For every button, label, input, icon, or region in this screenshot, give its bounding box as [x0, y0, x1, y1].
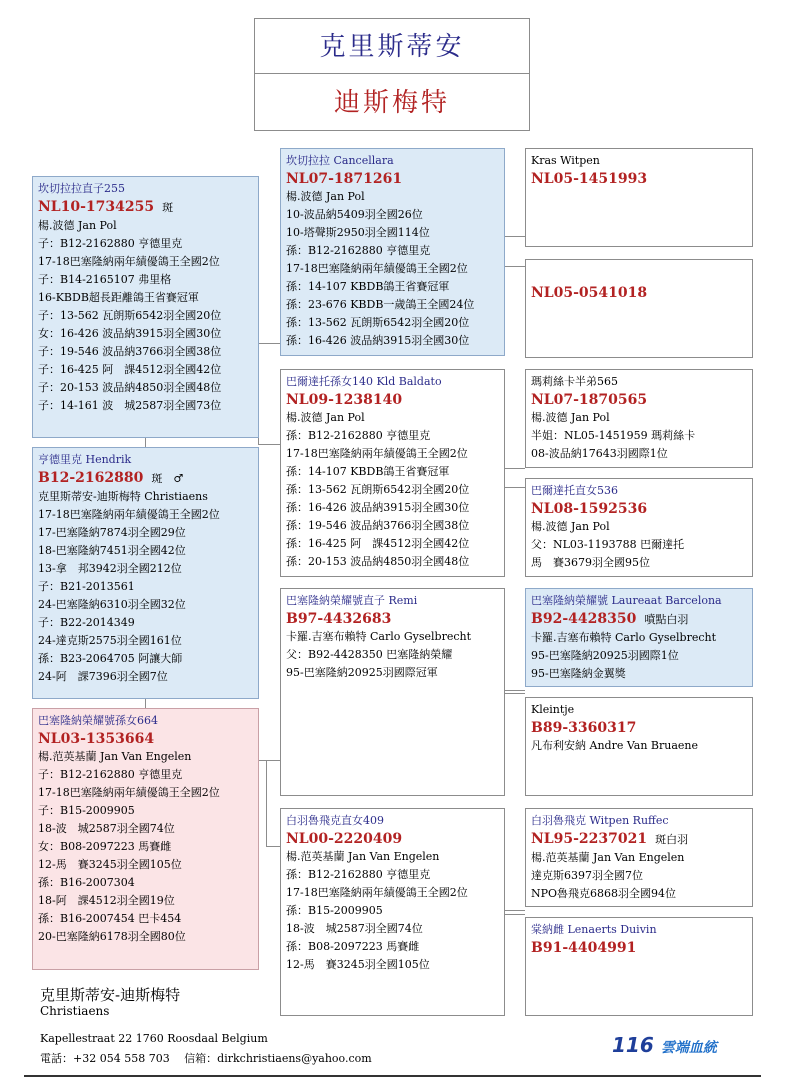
sdd-line: 楊.波德 Jan Pol [531, 520, 610, 533]
dam-ring: NL03-1353664 [38, 731, 155, 747]
sire-dam-ring: NL09-1238140 [286, 392, 403, 408]
dam-title: 巴塞隆納榮耀號孫女664 [38, 714, 158, 727]
sds-line: 半姐：NL05-1451959 瑪莉絲卡 [531, 429, 696, 442]
logo-number: 116 [612, 1033, 654, 1057]
logo-text: 雲端血統 [660, 1040, 717, 1056]
subject-line: 24-阿 課7396羽全國7位 [38, 670, 168, 683]
sire-dam-line: 孫：16-425 阿 課4512羽全國42位 [286, 537, 470, 550]
connector-ds-dsd [504, 693, 525, 694]
sire-sire-line: 17-18巴塞隆納兩年績優鴿王全國2位 [286, 262, 468, 275]
sdd-card[interactable] [525, 478, 753, 577]
dss-card[interactable] [525, 588, 753, 687]
dam-line: 18-阿 課4512羽全國19位 [38, 894, 175, 907]
footer-rule [24, 1075, 761, 1077]
sire-dam-line: 17-18巴塞隆納兩年績優鴿王全國2位 [286, 447, 468, 460]
sss-title: Kras Witpen [531, 154, 600, 167]
dam-line: 女：B08-2097223 馬賽雌 [38, 840, 172, 853]
sire-line: 子：13-562 瓦朗斯6542羽全國20位 [38, 309, 222, 322]
dds-line: NPO魯飛克6868羽全國94位 [531, 887, 677, 900]
sire-card[interactable] [32, 176, 259, 438]
dss-line: 卡羅.吉塞布賴特 Carlo Gyselbrecht [531, 631, 717, 644]
owner-name-bottom: 迪斯梅特 [254, 73, 530, 131]
connector-dam-dd [266, 760, 267, 846]
sire-line: 子：20-153 波品納4850羽全國48位 [38, 381, 222, 394]
sire-dam-line: 孫：13-562 瓦朗斯6542羽全國20位 [286, 483, 470, 496]
sire-sire-line: 孫：13-562 瓦朗斯6542羽全國20位 [286, 316, 470, 329]
sire-dam-line: 孫：20-153 波品納4850羽全國48位 [286, 555, 470, 568]
dam-line: 20-巴塞隆納6178羽全國80位 [38, 930, 186, 943]
sire-sire-line: 10-塔聲斯2950羽全國114位 [286, 226, 430, 239]
sdd-title: 巴爾達托直女536 [531, 484, 618, 497]
connector-ss-sss [504, 236, 525, 237]
dam-line: 孫：B16-2007454 巴卡454 [38, 912, 182, 925]
sire-ring: NL10-1734255 斑 [38, 199, 174, 215]
subject-line: 17-18巴塞隆納兩年績優鴿王全國2位 [38, 508, 220, 521]
sire-sire-line: 孫：16-426 波品納3915羽全國30位 [286, 334, 470, 347]
subject-line: 18-巴塞隆納7451羽全國42位 [38, 544, 186, 557]
sds-card[interactable] [525, 369, 753, 468]
sds-line: 楊.波德 Jan Pol [531, 411, 610, 424]
sire-dam-line: 孫：14-107 KBDB鴿王省賽冠軍 [286, 465, 450, 478]
sire-line: 17-18巴塞隆納兩年績優鴿王全國2位 [38, 255, 220, 268]
dam-dam-line: 楊.范英基蘭 Jan Van Engelen [286, 850, 440, 863]
subject-line: 17-巴塞隆納7874羽全國29位 [38, 526, 186, 539]
sss-card[interactable] [525, 148, 753, 247]
dds-ring: NL95-2237021 斑白羽 [531, 831, 689, 847]
dam-dam-card[interactable] [280, 808, 505, 1016]
sdd-ring: NL08-1592536 [531, 501, 648, 517]
dam-dam-line: 17-18巴塞隆納兩年績優鴿王全國2位 [286, 886, 468, 899]
subject-line: 克里斯蒂安-迪斯梅特 Christiaens [38, 490, 208, 503]
sire-sire-line: 孫：23-676 KBDB一歲鴿王全國24位 [286, 298, 475, 311]
dsd-line: 凡布利安納 Andre Van Bruaene [531, 739, 698, 752]
dam-dam-ring: NL00-2220409 [286, 831, 403, 847]
subject-card[interactable] [32, 447, 259, 699]
dam-sire-line: 95-巴塞隆納20925羽國際冠軍 [286, 666, 438, 679]
sire-sire-line: 10-波品納5409羽全國26位 [286, 208, 423, 221]
dds-line: 楊.范英基蘭 Jan Van Engelen [531, 851, 685, 864]
dam-sire-line: 父：B92-4428350 巴塞隆納榮耀 [286, 648, 453, 661]
site-logo[interactable] [612, 1033, 717, 1057]
dam-dam-line: 孫：B15-2009905 [286, 904, 383, 917]
sire-sire-line: 楊.波德 Jan Pol [286, 190, 365, 203]
dss-title: 巴塞隆納榮耀號 Laureaat Barcelona [531, 594, 722, 607]
dam-dam-line: 18-波 城2587羽全國74位 [286, 922, 423, 935]
dam-dam-title: 白羽魯飛克直女409 [286, 814, 384, 827]
sire-line: 16-KBDB超長距離鴿王省賽冠軍 [38, 291, 199, 304]
dds-title: 白羽魯飛克 Witpen Ruffec [531, 814, 669, 827]
ddd-title: 棠納雌 Lenaerts Duivin [531, 923, 657, 936]
dam-line: 子：B12-2162880 亨德里克 [38, 768, 183, 781]
sire-dam-title: 巴爾達托孫女140 Kld Baldato [286, 375, 442, 388]
dam-sire-card[interactable] [280, 588, 505, 796]
connector-ss-ssd [504, 266, 525, 267]
dss-line: 95-巴塞隆納金翼獎 [531, 667, 626, 680]
sire-dam-line: 楊.波德 Jan Pol [286, 411, 365, 424]
sire-sire-title: 坎切拉拉 Cancellara [286, 154, 394, 167]
dam-line: 子：B15-2009905 [38, 804, 135, 817]
dam-card[interactable] [32, 708, 259, 970]
connector-sire-ss [258, 343, 280, 344]
sire-dam-line: 孫：19-546 波品納3766羽全國38位 [286, 519, 470, 532]
owner-name-top: 克里斯蒂安 [254, 18, 530, 74]
dam-dam-line: 孫：B08-2097223 馬賽雌 [286, 940, 420, 953]
connector-hendrik-dam [145, 698, 146, 708]
connector-sd-sdd [504, 487, 525, 488]
dam-line: 18-波 城2587羽全國74位 [38, 822, 175, 835]
sire-dam-card[interactable] [280, 369, 505, 577]
connector-sd-sds [504, 468, 525, 469]
sire-line: 子：16-425 阿 課4512羽全國42位 [38, 363, 222, 376]
dam-sire-ring: B97-4432683 [286, 611, 392, 627]
sire-dam-line: 孫：16-426 波品納3915羽全國30位 [286, 501, 470, 514]
sire-line: 子：14-161 波 城2587羽全國73位 [38, 399, 222, 412]
dss-line: 95-巴塞隆納20925羽國際1位 [531, 649, 679, 662]
sire-line: 女：16-426 波品納3915羽全國30位 [38, 327, 222, 340]
ssd-ring: NL05-0541018 [531, 285, 648, 301]
dam-sire-title: 巴塞隆納榮耀號直子 Remi [286, 594, 418, 607]
dss-ring: B92-4428350 噴點白羽 [531, 611, 689, 627]
ddd-card[interactable] [525, 917, 753, 1016]
subject-line: 13-拿 邦3942羽全國212位 [38, 562, 182, 575]
sire-line: 楊.波德 Jan Pol [38, 219, 117, 232]
connector-ds-dss [504, 690, 525, 691]
sire-sire-ring: NL07-1871261 [286, 171, 403, 187]
dsd-card[interactable] [525, 697, 753, 796]
subject-line: 孫：B23-2064705 阿讓大師 [38, 652, 183, 665]
footer-owner-en: Christiaens [40, 1004, 110, 1018]
footer-address: Kapellestraat 22 1760 Roosdaal Belgium [40, 1032, 268, 1045]
sds-line: 08-波品納17643羽國際1位 [531, 447, 668, 460]
dam-dam-line: 12-馬 賽3245羽全國105位 [286, 958, 430, 971]
dam-line: 楊.范英基蘭 Jan Van Engelen [38, 750, 192, 763]
sire-sire-line: 孫：B12-2162880 亨德里克 [286, 244, 431, 257]
dam-dam-line: 孫：B12-2162880 亨德里克 [286, 868, 431, 881]
subject-line: 24-巴塞隆納6310羽全國32位 [38, 598, 186, 611]
sds-title: 瑪莉絲卡半弟565 [531, 375, 618, 388]
sire-title: 坎切拉拉直子255 [38, 182, 125, 195]
footer-contact: 電話：+32 054 558 703 信箱：dirkchristiaens@yahoo.com [40, 1052, 372, 1065]
sire-line: 子：B14-2165107 弗里格 [38, 273, 172, 286]
sire-line: 子：B12-2162880 亨德里克 [38, 237, 183, 250]
sds-ring: NL07-1870565 [531, 392, 648, 408]
subject-ring: B12-2162880 斑 ♂ [38, 470, 184, 486]
sire-dam-line: 孫：B12-2162880 亨德里克 [286, 429, 431, 442]
connector-sire-sd-h [258, 444, 280, 445]
dsd-ring: B89-3360317 [531, 720, 637, 736]
subject-title: 亨德里克 Hendrik [38, 453, 132, 466]
sire-line: 子：19-546 波品納3766羽全國38位 [38, 345, 222, 358]
sdd-line: 父：NL03-1193788 巴爾達托 [531, 538, 685, 551]
dsd-title: Kleintje [531, 703, 575, 716]
subject-line: 子：B22-2014349 [38, 616, 135, 629]
sire-sire-line: 孫：14-107 KBDB鴿王省賽冠軍 [286, 280, 450, 293]
footer-owner: 克里斯蒂安-迪斯梅特 [40, 986, 181, 1004]
ssd-card[interactable] [525, 259, 753, 358]
dam-line: 17-18巴塞隆納兩年績優鴿王全國2位 [38, 786, 220, 799]
ddd-ring: B91-4404991 [531, 940, 637, 956]
connector-dam-ds [259, 760, 280, 761]
sdd-line: 馬 賽3679羽全國95位 [531, 556, 650, 569]
dam-line: 孫：B16-2007304 [38, 876, 135, 889]
dam-sire-line: 卡羅.吉塞布賴特 Carlo Gyselbrecht [286, 630, 472, 643]
dds-card[interactable] [525, 808, 753, 907]
connector-dd-dds [504, 910, 525, 911]
connector-dd-ddd [504, 914, 525, 915]
sss-ring: NL05-1451993 [531, 171, 648, 187]
sire-sire-card[interactable] [280, 148, 505, 356]
subject-line: 子：B21-2013561 [38, 580, 135, 593]
dam-line: 12-馬 賽3245羽全國105位 [38, 858, 182, 871]
dds-line: 達克斯6397羽全國7位 [531, 869, 643, 882]
subject-line: 24-達克斯2575羽全國161位 [38, 634, 182, 647]
connector-dam-dd-h [266, 846, 280, 847]
connector-sire-hendrik [145, 437, 146, 447]
